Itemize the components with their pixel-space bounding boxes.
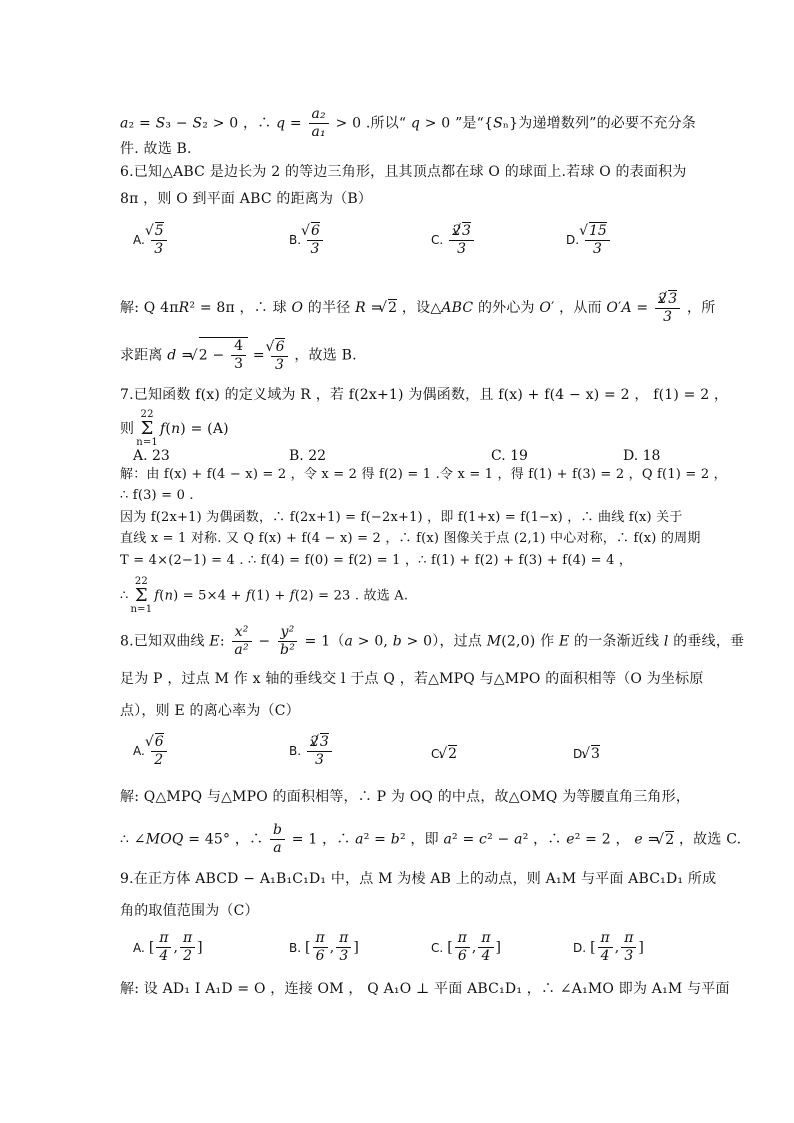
q9-option-b: B. [ $\frac{\pi}{6}$ , $\frac{\pi}{3}$ ] bbox=[289, 930, 359, 964]
q8-option-a: A. √ $\frac{6}{2}$ bbox=[133, 733, 169, 769]
text-line-2: 件. 故选 B. bbox=[120, 141, 192, 157]
q6-option-d: D. √ $\frac{15}{3}$ bbox=[566, 222, 612, 258]
solution-7-line-1: 解：由 f(x) + f(4 − x) = 2 ，令 x = 2 得 f(2) = 1 .令 x = 1 ，得 f(1) + f(3) = 2 ，Q f(1) = 2 ， bbox=[120, 467, 727, 482]
solution-7-line-5: T = 4×(2−1) = 4 . ∴ f(4) = f(0) = f(2) = 1 ，∴ f(1) + f(2) + f(3) + f(4) = 4 ， bbox=[120, 553, 633, 568]
q8-option-b: B. $\frac{2√ 3}{3}$ bbox=[289, 733, 334, 769]
solution-7-line-4: 直线 x = 1 对称. 又 Q f(x) + f(4 − x) = 2 ，∴ f(x) 图像关于点 (2,1) 中心对称，∴ f(x) 的周期 bbox=[120, 531, 701, 546]
q7-option-b: B. 22 bbox=[289, 448, 327, 464]
q7-option-c: C. 19 bbox=[491, 448, 528, 464]
question-7-stem-1: 7.已知函数 f(x) 的定义域为 R ，若 f(2x+1) 为偶函数，且 f(x) + f(4 − x) = 2 ， f(1) = 2 ， bbox=[120, 387, 729, 403]
solution-7-line-6: ∴ 22 Σ n=1 f(n) = 5×4 + f(1) + f(2) = 23 . 故选 A. bbox=[120, 576, 409, 615]
q7-option-a: A. 23 bbox=[133, 448, 170, 464]
solution-6-line-1: 解: Q 4πR² = 8π ，∴ 球 O 的半径 R = √ 2 ，设△ABC 的外心为 O′ ，从而 O′A = $\frac{2√ 3}{3}$ ，所 bbox=[120, 290, 715, 326]
question-8-stem-3: 点），则 E 的离心率为（C） bbox=[120, 703, 300, 719]
q6-option-c: C. $\frac{2√ 3}{3}$ bbox=[431, 222, 476, 258]
solution-8-line-2: ∴ ∠MOQ = 45° ，∴ $\frac{b}{a}$ = 1 ，∴ a² = b² ，即 a² = c² − a² ，∴ e² = 2 ， e = √ 2 ，故选 C. bbox=[120, 822, 741, 857]
q9-option-d: D. [ $\frac{\pi}{4}$ , $\frac{\pi}{3}$ ] bbox=[573, 930, 644, 964]
question-9-stem-2: 角的取值范围为（C） bbox=[120, 903, 259, 919]
solution-9-line-1: 解: 设 AD₁ I A₁D = O ，连接 OM ， Q A₁O ⊥ 平面 ABC₁D₁ ，∴ ∠A₁MO 即为 A₁M 与平面 bbox=[120, 981, 730, 997]
question-9-stem-1: 9.在正方体 ABCD − A₁B₁C₁D₁ 中，点 M 为棱 AB 上的动点，则 A₁M 与平面 ABC₁D₁ 所成 bbox=[120, 871, 717, 887]
question-6-stem-1: 6.已知△ABC 是边长为 2 的等边三角形，且其顶点都在球 O 的球面上.若球 O 的表面积为 bbox=[120, 164, 687, 180]
solution-8-line-1: 解: Q△MPQ 与△MPO 的面积相等，∴ P 为 OQ 的中点，故△OMQ 为等腰直角三角形， bbox=[120, 789, 691, 805]
solution-7-line-2: ∴ f(3) = 0 . bbox=[120, 488, 194, 503]
q8-option-c: C.√ 2 bbox=[431, 745, 457, 762]
q6-option-a: A. √ $\frac{5}{3}$ bbox=[133, 222, 169, 258]
q7-option-d: D. 18 bbox=[623, 448, 661, 464]
question-7-stem-2: 则 22 Σ n=1 f(n) = (A) bbox=[120, 409, 229, 448]
q9-option-a: A. [ $\frac{\pi}{4}$ , $\frac{\pi}{2}$ ] bbox=[133, 930, 203, 964]
q9-option-c: C. [ $\frac{\pi}{6}$ , $\frac{\pi}{4}$ ] bbox=[431, 930, 501, 964]
question-8-stem-2: 足为 P ，过点 M 作 x 轴的垂线交 l 于点 Q ，若△MPQ 与△MPO 的面积相等（O 为坐标原 bbox=[120, 671, 704, 687]
question-8-stem-1: 8.已知双曲线 E: $\frac{\text{x²}}{\text{a²}}$ − $\frac{\text{y²}}{\text{b²}}$ = 1（a > 0, b > 0），过点 M(2,0) 作 E 的一条渐近线 l 的垂线，垂 bbox=[120, 624, 745, 658]
q6-option-b: B. √ $\frac{6}{3}$ bbox=[289, 222, 325, 258]
question-6-stem-2: 8π ，则 O 到平面 ABC 的距离为（B） bbox=[120, 191, 373, 207]
solution-7-line-3: 因为 f(2x+1) 为偶函数，∴ f(2x+1) = f(−2x+1) ，即 f(1+x) = f(1−x) ，∴ 曲线 f(x) 关于 bbox=[120, 510, 683, 525]
text-line-1: a₂ = S₃ − S₂ > 0 ，∴ q = $\frac{\text{a₂}}{\text{a₁}}$ > 0 .所以“ q > 0 ”是“{Sₙ}为递增数列”的必要不充分条 bbox=[120, 106, 697, 140]
solution-6-line-2: 求距离 d = √ 2 − $\frac{4}{3}$ = √ $\frac{6}{3}$ ，故选 B. bbox=[120, 337, 357, 374]
q8-option-d: D.√ 3 bbox=[573, 745, 600, 762]
